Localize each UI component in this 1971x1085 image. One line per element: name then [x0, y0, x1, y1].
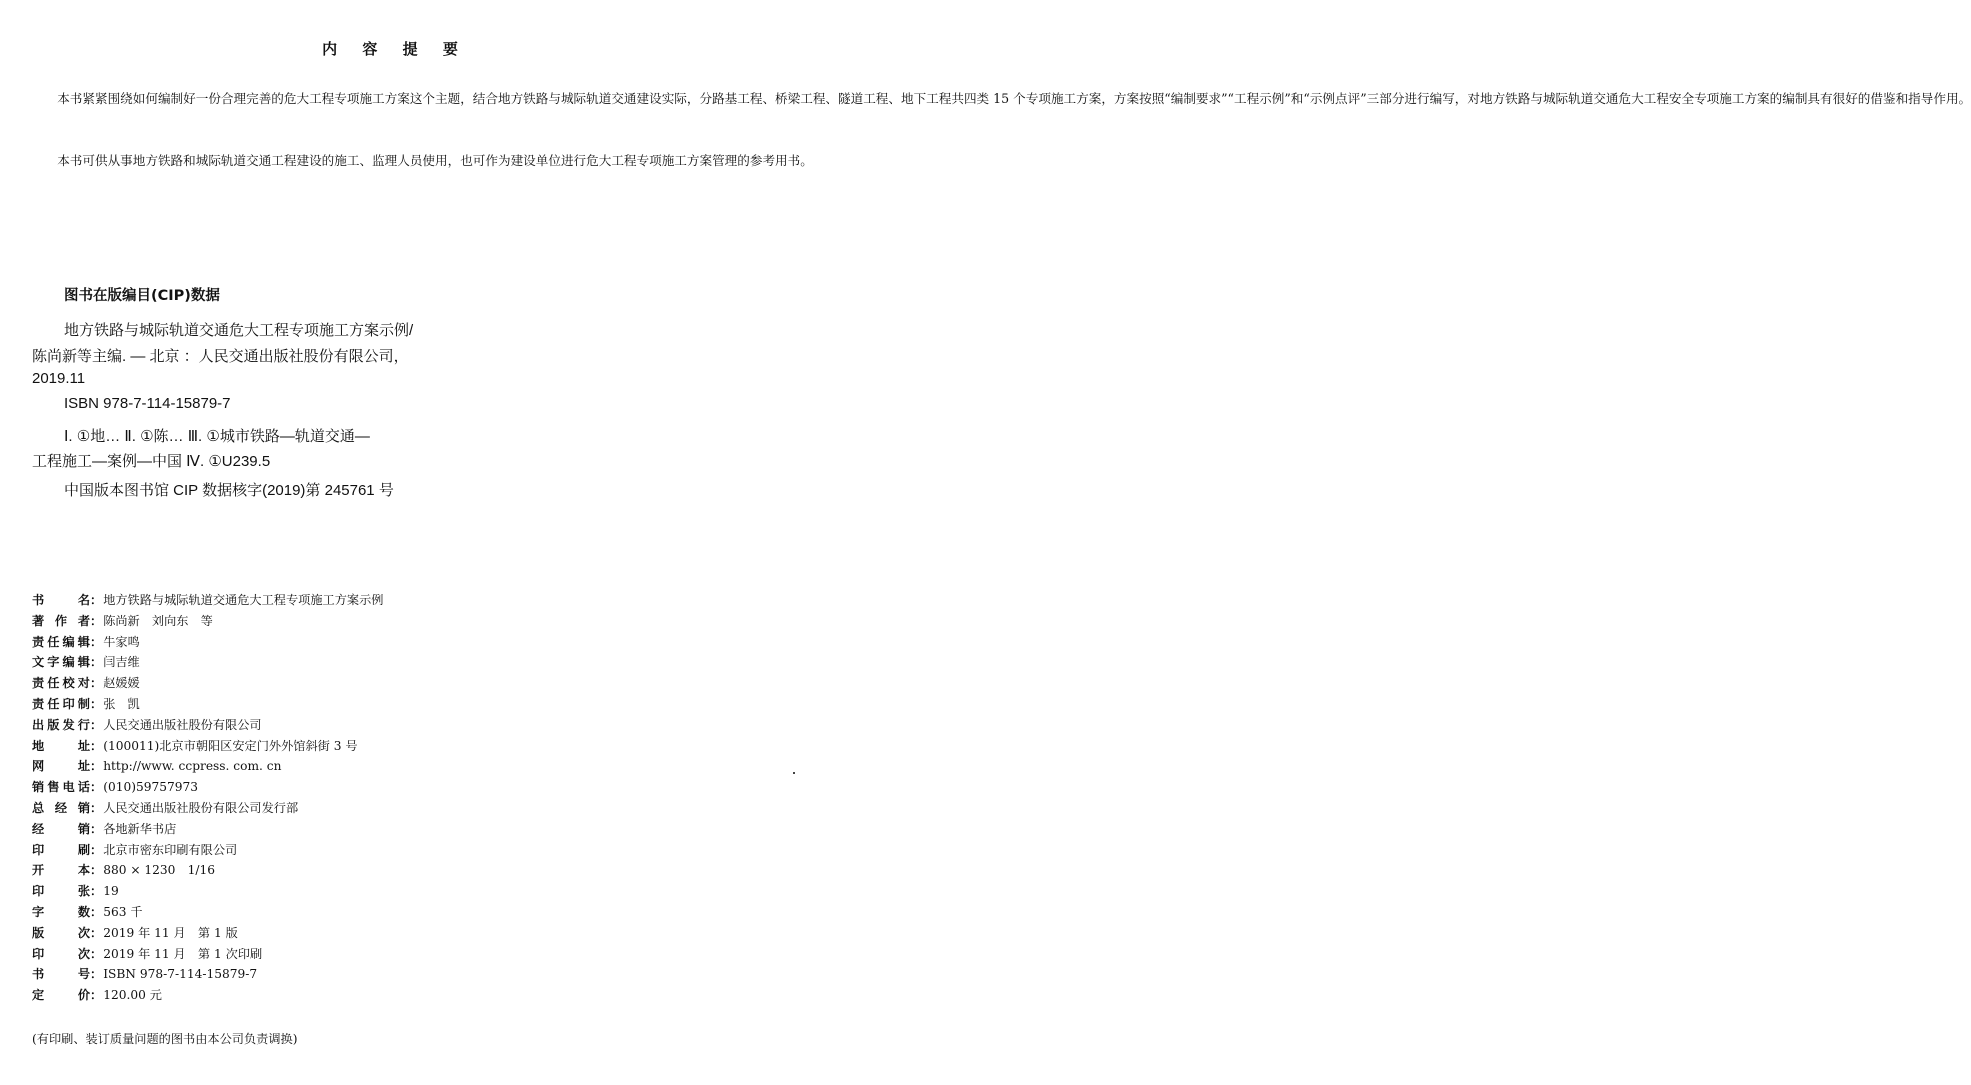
- cip-heading: 图书在版编目(CIP)数据: [64, 288, 220, 304]
- credit-colon: ：: [90, 884, 103, 899]
- credit-label: 字 数: [32, 904, 90, 919]
- credit-value: 人民交通出版社股份有限公司发行部: [103, 800, 299, 815]
- cip-approval-number: 中国版本图书馆 CIP 数据核字(2019)第 245761 号: [64, 482, 394, 499]
- credit-label: 印 次: [32, 946, 90, 961]
- credit-row: [32, 715, 752, 736]
- cip-classification-line-2: 工程施工—案例—中国 Ⅳ. ①U239.5: [32, 453, 271, 470]
- credit-value: (010)59757973: [103, 780, 198, 795]
- credit-value: 人民交通出版社股份有限公司: [103, 717, 262, 732]
- credit-value: 2019 年 11 月 第 1 次印刷: [103, 946, 263, 961]
- credit-colon: ：: [90, 738, 103, 753]
- credit-colon: ：: [90, 634, 103, 649]
- credit-value: 19: [103, 884, 119, 899]
- credit-label: 定 价: [32, 988, 90, 1003]
- credit-row: [32, 798, 752, 819]
- cip-classification-line-1: Ⅰ. ①地… Ⅱ. ①陈… Ⅲ. ①城市铁路—轨道交通—: [64, 428, 370, 445]
- credit-label: 责 任 编 辑: [32, 634, 90, 649]
- credit-colon: ：: [90, 717, 103, 732]
- credit-colon: ：: [90, 800, 103, 815]
- credit-label: 责 任 校 对: [32, 676, 90, 691]
- credit-row: [32, 964, 752, 985]
- credit-colon: ：: [90, 925, 103, 940]
- credit-row: [32, 881, 752, 902]
- cip-isbn-line: ISBN 978-7-114-15879-7: [64, 395, 231, 412]
- colophon-credits: [32, 590, 752, 1006]
- credit-colon: ：: [90, 780, 103, 795]
- cip-date-line: 2019.11: [32, 370, 86, 387]
- cip-publisher-line: 陈尚新等主编. — 北京 ：人民交通出版社股份有限公司，: [32, 348, 409, 365]
- credit-value: 2019 年 11 月 第 1 版: [103, 925, 238, 940]
- credit-colon: ：: [90, 863, 103, 878]
- credit-colon: ：: [90, 655, 103, 670]
- credit-label: 著 作 者: [32, 613, 90, 628]
- credit-colon: ：: [90, 676, 103, 691]
- credit-row: [32, 736, 752, 757]
- credit-value: 陈尚新 刘向东 等: [103, 613, 213, 628]
- credit-label: 开 本: [32, 863, 90, 878]
- credit-label: 销 售 电 话: [32, 780, 90, 795]
- credit-label: 书 号: [32, 967, 90, 982]
- credit-label: 版 次: [32, 925, 90, 940]
- credit-row: [32, 694, 752, 715]
- credit-label: 总 经 销: [32, 800, 90, 815]
- credit-value: (100011)北京市朝阳区安定门外外馆斜街 3 号: [103, 738, 358, 753]
- credit-colon: ：: [90, 759, 103, 774]
- credit-row: [32, 756, 752, 777]
- credit-colon: ：: [90, 988, 103, 1003]
- credit-row: [32, 777, 752, 798]
- summary-paragraph-2-text: 本书可供从事地方铁路和城际轨道交通工程建设的施工、监理人员使用，也可作为建设单位进行危大工程专项施工方案管理的参考用书。: [57, 153, 813, 168]
- credit-value: ISBN 978-7-114-15879-7: [103, 967, 258, 982]
- credit-row: [32, 632, 752, 653]
- credit-colon: ：: [90, 842, 103, 857]
- credit-row: [32, 902, 752, 923]
- credit-colon: ：: [90, 613, 103, 628]
- summary-paragraph-1: [32, 89, 1971, 109]
- credit-value: 563 千: [103, 904, 143, 919]
- credit-value: 北京市密东印刷有限公司: [103, 842, 238, 857]
- credit-value: 赵媛媛: [103, 676, 140, 691]
- credit-row: [32, 819, 752, 840]
- credit-label: 经 销: [32, 821, 90, 836]
- credit-row: [32, 944, 752, 965]
- credit-value: 闫吉维: [103, 655, 140, 670]
- credit-row: [32, 923, 752, 944]
- credit-label: 地 址: [32, 738, 90, 753]
- credit-label: 书 名: [32, 593, 90, 607]
- credit-value: 牛家鸣: [103, 634, 140, 649]
- print-speck: [793, 772, 795, 774]
- credit-row: [32, 860, 752, 881]
- credit-row: [32, 985, 752, 1006]
- credit-label: 责 任 印 制: [32, 696, 90, 711]
- credit-colon: ：: [90, 967, 103, 982]
- cip-title-line: 地方铁路与城际轨道交通危大工程专项施工方案示例/: [64, 322, 414, 339]
- credit-colon: ：: [90, 904, 103, 919]
- credit-colon: ：: [90, 946, 103, 961]
- summary-paragraph-1-text: 本书紧紧围绕如何编制好一份合理完善的危大工程专项施工方案这个主题，结合地方铁路与城际轨道交通建设实际，分路基工程、桥梁工程、隧道工程、地下工程共四类 15 个专项施工方案，方案按照“编制要求”“工程示例”和“示例点评”三部分进行编写，对地方铁路与城际轨道交通危大工程安全专项施工方案的编制具有很好的借鉴和指导作用。: [57, 91, 1971, 106]
- credit-row: [32, 673, 752, 694]
- credit-label: 网 址: [32, 759, 90, 774]
- credit-row: [32, 840, 752, 861]
- credit-value: 880 × 1230 1/16: [103, 863, 215, 878]
- credit-label: 出 版 发 行: [32, 717, 90, 732]
- credit-colon: ：: [90, 696, 103, 711]
- summary-paragraph-2: [32, 151, 813, 171]
- credit-value: http://www. ccpress. com. cn: [103, 759, 282, 774]
- summary-title: 内 容 提 要: [322, 40, 468, 58]
- credit-row: [32, 611, 752, 632]
- credit-label: 印 刷: [32, 842, 90, 857]
- credit-colon: ：: [90, 593, 103, 607]
- credit-value: 地方铁路与城际轨道交通危大工程专项施工方案示例: [103, 593, 384, 607]
- quality-note: (有印刷、装订质量问题的图书由本公司负责调换): [32, 1032, 298, 1046]
- credit-label: 文 字 编 辑: [32, 655, 90, 670]
- credit-label: 印 张: [32, 884, 90, 899]
- credit-value: 120.00 元: [103, 988, 162, 1003]
- credit-row: [32, 590, 752, 611]
- credit-colon: ：: [90, 821, 103, 836]
- credit-row: [32, 652, 752, 673]
- credit-value: 张 凯: [103, 696, 140, 711]
- credit-value: 各地新华书店: [103, 821, 177, 836]
